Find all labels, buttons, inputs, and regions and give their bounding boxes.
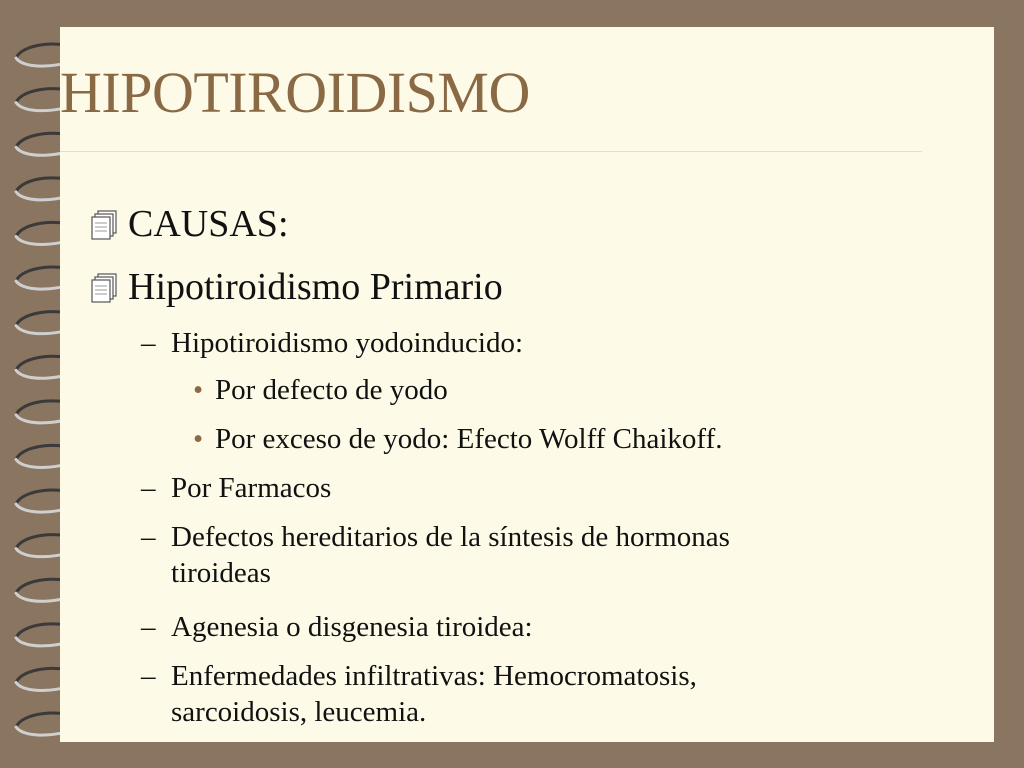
bullet-text: CAUSAS: (128, 203, 289, 245)
dash-marker: – (141, 521, 156, 553)
bullet-text: tiroideas (171, 557, 271, 589)
dash-marker: – (141, 327, 156, 359)
slide-title: HIPOTIROIDISMO (60, 60, 530, 125)
dash-marker: – (141, 472, 156, 504)
bullet-text: Agenesia o disgenesia tiroidea: (171, 611, 533, 643)
notepad-stack-icon (90, 272, 120, 311)
bullet-text: Enfermedades infiltrativas: Hemocromatosis, (171, 660, 697, 692)
title-divider (60, 151, 922, 152)
bullet-text: Por exceso de yodo: Efecto Wolff Chaikoff. (215, 423, 723, 455)
bullet-text: Por defecto de yodo (215, 374, 448, 406)
bullet-text: Hipotiroidismo Primario (128, 266, 503, 308)
dot-marker: • (193, 374, 204, 406)
dash-marker: – (141, 660, 156, 692)
dash-marker: – (141, 611, 156, 643)
bullet-text: Por Farmacos (171, 472, 332, 504)
bullet-text: Defectos hereditarios de la síntesis de hormonas (171, 521, 730, 553)
bullet-text: sarcoidosis, leucemia. (171, 696, 427, 728)
bullet-text: Hipotiroidismo yodoinducido: (171, 327, 524, 359)
dot-marker: • (193, 423, 204, 455)
notepad-stack-icon (90, 209, 120, 248)
